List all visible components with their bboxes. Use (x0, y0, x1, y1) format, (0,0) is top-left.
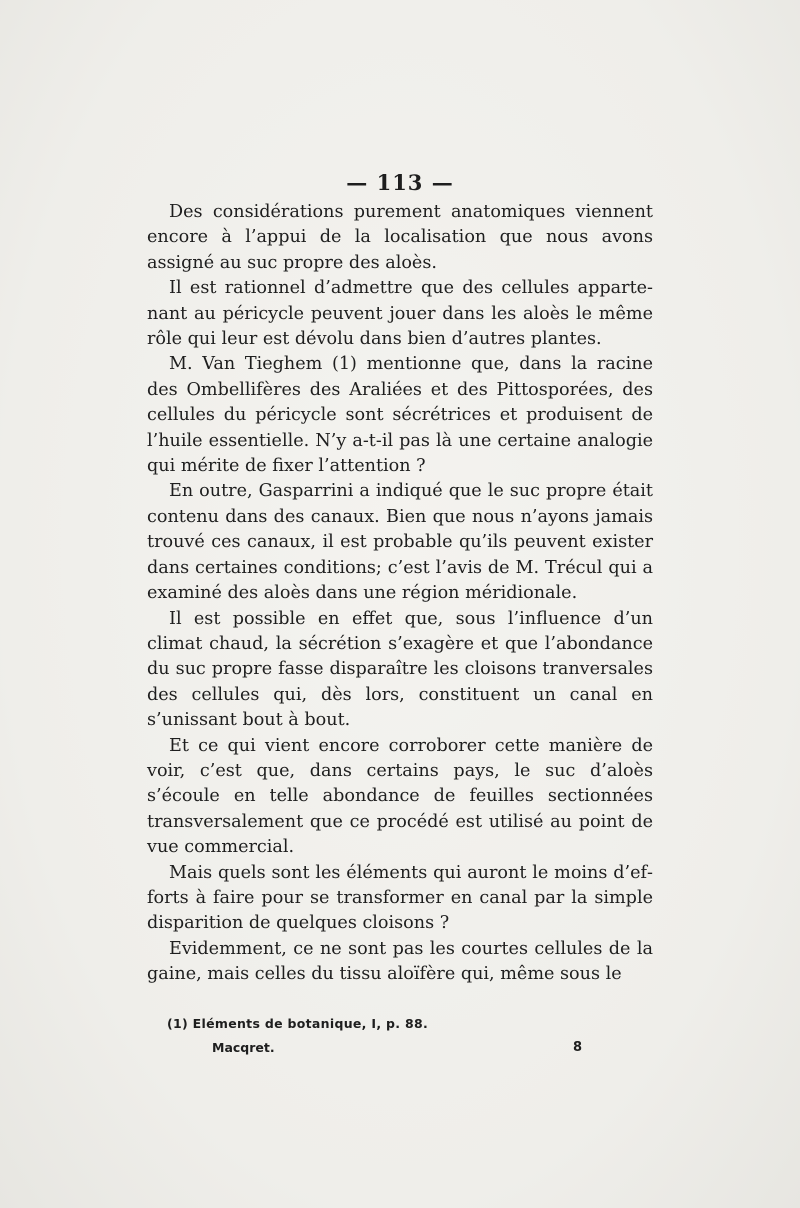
paragraph: Il est rationnel d’admettre que des cellules appartenant au péricycle peuvent jouer dans les aloès le même rôle qui leur est dévolu dans bien d’autres plantes. (147, 278, 653, 350)
signature-number: 8 (573, 1040, 583, 1055)
paragraph: M. Van Tieghem (1) mentionne que, dans la racine des Ombellifères des Araliées et des Pittosporées, des cellules du péricycle sont sécrétrices et produisent de l’huile essentielle. N’y a-t-il pas là une certaine analogie qui mérite de fixer l’attention ? (147, 354, 653, 477)
page-number: — 113 — (346, 170, 454, 195)
paragraph: Et ce qui vient encore corroborer cette manière de voir, c’est que, dans certains pays, le suc d’aloès s’écoule en telle abondance de feuilles sectionnées transversalement que ce procédé est utilisé au point de vue commercial. (147, 735, 653, 858)
paragraph: Evidemment, ce ne sont pas les courtes cellules de la gaine, mais celles du tissu aloïfère qui, même sous le (147, 938, 653, 985)
body-text (147, 200, 653, 988)
paragraph: Des considérations purement anatomiques viennent encore à l’appui de la localisation que nous avons assigné au suc propre des aloès. (147, 202, 653, 273)
paragraph: Mais quels sont les éléments qui auront le moins d’efforts à faire pour se transformer en canal par la simple disparition de quelques cloisons ? (147, 862, 653, 934)
footnote: (1) Eléments de botanique, I, p. 88. (167, 1016, 429, 1031)
paragraph: En outre, Gasparrini a indiqué que le suc propre était contenu dans des canaux. Bien que nous n’ayons jamais trouvé ces canaux, il est probable qu’ils peuvent exister dans certaines conditions; c’est l’avis de M. Trécul qui a examiné des aloès dans une région méridionale. (147, 481, 653, 604)
paragraph: Il est possible en effet que, sous l’influence d’un climat chaud, la sécrétion s’exagère et que l’abondance du suc propre fasse disparaître les cloisons tranversales des cellules qui, dès lors, constituent un canal en s’unissant bout à bout. (147, 608, 653, 731)
signature-mark: Macqret. (212, 1040, 275, 1055)
